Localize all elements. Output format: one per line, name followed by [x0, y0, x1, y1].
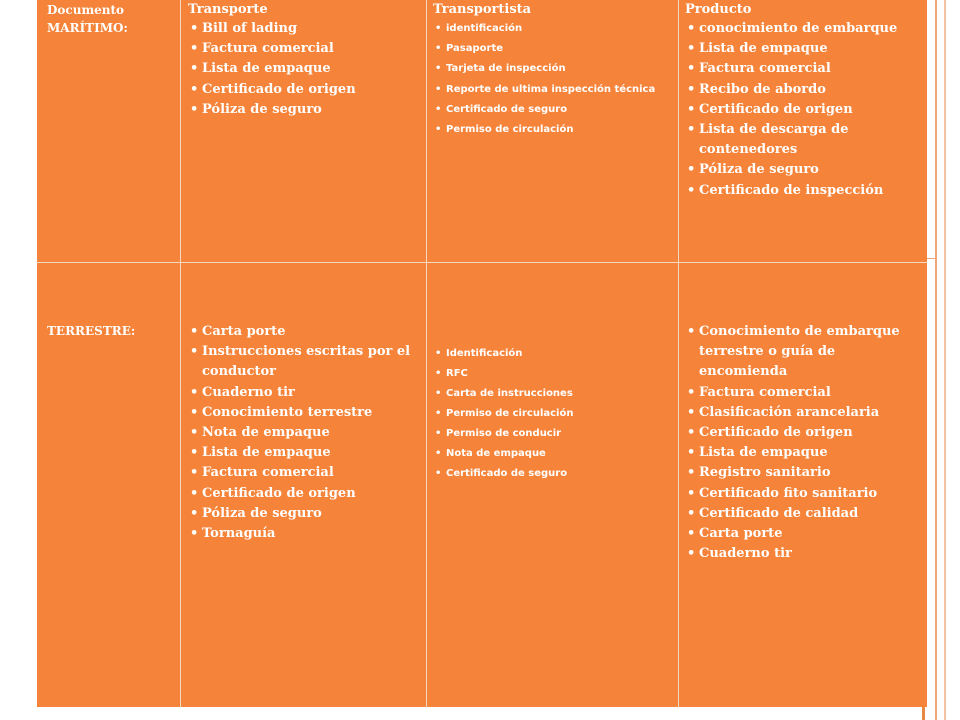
list-item: • Lista de empaque — [685, 39, 921, 59]
list-item: • Factura comercial — [188, 39, 420, 59]
list-item: • Tarjeta de inspección — [433, 59, 673, 79]
list-item: • Certificado de origen — [188, 80, 420, 100]
list-item: • Certificado de seguro — [433, 100, 673, 120]
list-item: • Identificación — [433, 344, 673, 364]
cell-terrestre-label — [47, 322, 175, 340]
list-item: • Tornaguía — [188, 524, 420, 544]
cell-terrestre-transporte — [188, 322, 420, 544]
maritimo-producto-list — [685, 19, 921, 201]
list-item: • Registro sanitario — [685, 463, 921, 483]
column-divider — [180, 0, 181, 707]
list-item: • Cuaderno tir — [188, 383, 420, 403]
cell-terrestre-producto — [685, 322, 921, 564]
list-item: • Carta de instrucciones — [433, 384, 673, 404]
transporte-header: Transporte — [188, 2, 268, 17]
list-item: • Certificado de inspección — [685, 181, 921, 201]
list-item: • RFC — [433, 364, 673, 384]
list-item: • Lista de descarga de contenedores — [685, 120, 921, 160]
list-item: • Lista de empaque — [188, 59, 420, 79]
maritimo-transporte-list — [188, 19, 420, 120]
list-item: • conocimiento de embarque — [685, 19, 921, 39]
list-item: • Nota de empaque — [188, 423, 420, 443]
list-item: • Conocimiento terrestre — [188, 403, 420, 423]
list-item: • Nota de empaque — [433, 444, 673, 464]
terrestre-producto-list — [685, 322, 921, 564]
documento-label: Documento — [47, 3, 125, 17]
list-item: • Lista de empaque — [685, 443, 921, 463]
cell-maritimo-transportista — [433, 1, 673, 140]
list-item: • Permiso de circulación — [433, 120, 673, 140]
list-item: • Permiso de circulación — [433, 404, 673, 424]
list-item: • identificación — [433, 19, 673, 39]
list-item: • Recibo de abordo — [685, 80, 921, 100]
list-item: • Certificado de calidad — [685, 504, 921, 524]
list-item: • Certificado de origen — [685, 423, 921, 443]
terrestre-label: TERRESTRE: — [47, 324, 136, 338]
documents-table — [37, 0, 927, 707]
terrestre-transporte-list — [188, 322, 420, 544]
list-item: • Certificado de origen — [188, 484, 420, 504]
list-item: • Clasificación arancelaria — [685, 403, 921, 423]
slide-border-line-outer — [944, 0, 946, 720]
terrestre-transportista-list — [433, 344, 673, 484]
list-item: • Bill of lading — [188, 19, 420, 39]
row-divider — [37, 262, 927, 263]
column-divider — [426, 0, 427, 707]
list-item: • Póliza de seguro — [188, 100, 420, 120]
list-item: • Certificado de origen — [685, 100, 921, 120]
list-item: • Factura comercial — [188, 463, 420, 483]
cell-maritimo-producto — [685, 1, 921, 201]
maritimo-label: MARÍTIMO: — [47, 21, 128, 35]
producto-header: Producto — [685, 2, 752, 17]
cell-terrestre-transportista — [433, 344, 673, 484]
list-item: • Lista de empaque — [188, 443, 420, 463]
list-item: • Póliza de seguro — [188, 504, 420, 524]
slide-border-line — [935, 0, 937, 720]
cell-maritimo-label — [47, 1, 175, 37]
slide-border-tick — [927, 258, 935, 259]
list-item: • Reporte de ultima inspección técnica — [433, 80, 673, 100]
list-item: • Factura comercial — [685, 383, 921, 403]
column-divider — [678, 0, 679, 707]
cell-maritimo-transporte — [188, 1, 420, 120]
list-item: • Conocimiento de embarque terrestre o guía de encomienda — [685, 322, 921, 383]
maritimo-transportista-list — [433, 19, 673, 140]
list-item: • Factura comercial — [685, 59, 921, 79]
list-item: • Cuaderno tir — [685, 544, 921, 564]
list-item: • Instrucciones escritas por el conductor — [188, 342, 420, 382]
list-item: • Carta porte — [685, 524, 921, 544]
list-item: • Certificado de seguro — [433, 464, 673, 484]
transportista-header: Transportista — [433, 2, 532, 17]
slide-border-mark — [922, 707, 925, 720]
list-item: • Certificado fito sanitario — [685, 484, 921, 504]
list-item: • Permiso de conducir — [433, 424, 673, 444]
list-item: • Carta porte — [188, 322, 420, 342]
list-item: • Póliza de seguro — [685, 160, 921, 180]
list-item: • Pasaporte — [433, 39, 673, 59]
